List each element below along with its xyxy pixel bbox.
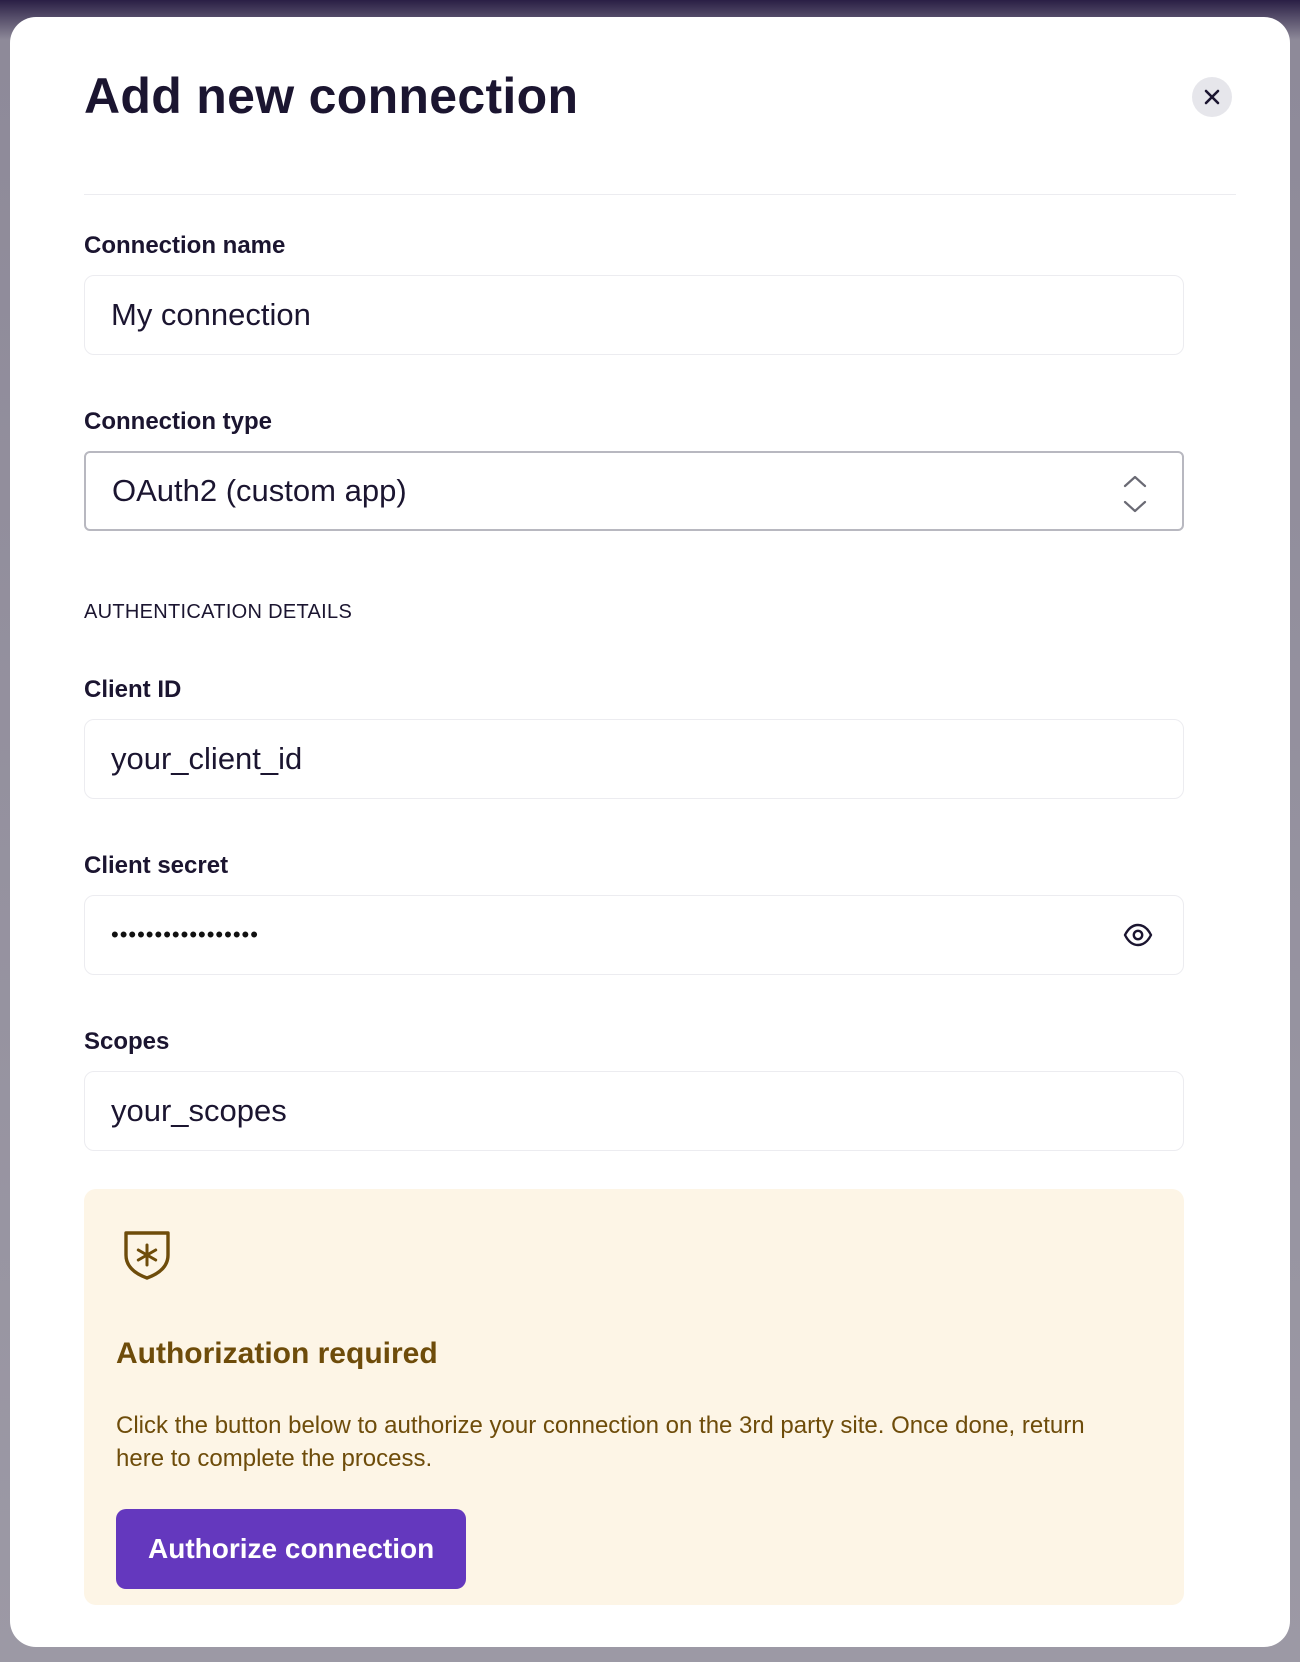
authorize-connection-button[interactable]: Authorize connection xyxy=(116,1509,466,1589)
client-id-label: Client ID xyxy=(84,676,182,703)
chevron-up-down-icon xyxy=(1122,473,1148,515)
authentication-details-heading: AUTHENTICATION DETAILS xyxy=(84,601,353,623)
client-id-input[interactable] xyxy=(84,719,1184,799)
eye-icon[interactable] xyxy=(1123,922,1153,948)
connection-type-select[interactable] xyxy=(84,451,1184,531)
connection-name-label: Connection name xyxy=(84,232,286,259)
client-secret-masked-value: ••••••••••••••••• xyxy=(111,922,259,947)
scopes-value: your_scopes xyxy=(111,1093,287,1128)
scopes-label: Scopes xyxy=(84,1028,170,1055)
authorization-title: Authorization required xyxy=(116,1337,438,1370)
modal-header xyxy=(84,17,1236,195)
connection-name-value: My connection xyxy=(111,297,311,332)
scopes-input[interactable] xyxy=(84,1071,1184,1151)
add-connection-modal xyxy=(10,17,1290,1647)
client-secret-label: Client secret xyxy=(84,852,229,879)
close-button[interactable] xyxy=(1192,77,1232,117)
modal-title: Add new connection xyxy=(84,68,579,124)
client-id-value: your_client_id xyxy=(111,741,303,776)
connection-type-value: OAuth2 (custom app) xyxy=(112,473,407,508)
connection-type-label: Connection type xyxy=(84,408,273,435)
close-icon xyxy=(1203,88,1221,106)
authorization-notice xyxy=(84,1189,1184,1605)
connection-name-input[interactable] xyxy=(84,275,1184,355)
shield-star-icon xyxy=(122,1229,172,1281)
client-secret-input[interactable] xyxy=(84,895,1184,975)
authorization-description: Click the button below to authorize your connection on the 3rd party site. Once done, return here to complete the process. xyxy=(116,1412,1085,1472)
